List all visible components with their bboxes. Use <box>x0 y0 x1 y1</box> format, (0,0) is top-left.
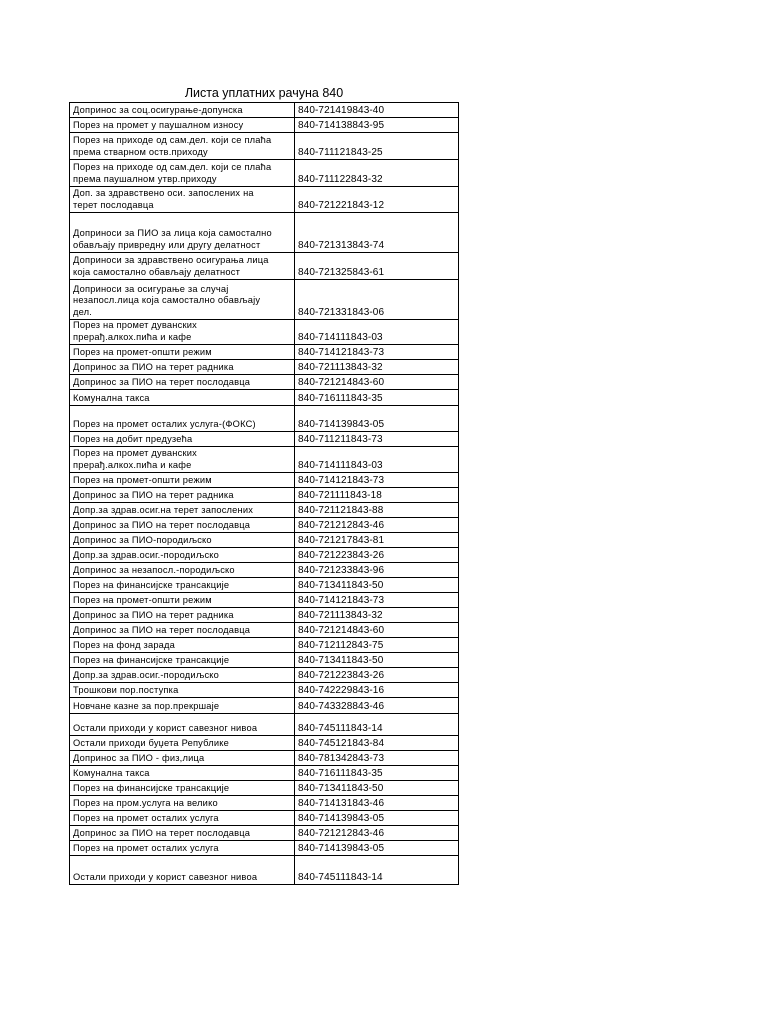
payment-description: Доприноси за осигурање за случај незапосл.лица која самостално обављају дел. <box>70 280 295 320</box>
account-number: 840-743328843-46 <box>295 698 459 714</box>
payment-description: Порез на приходе од сам.дел. који се плаћа према паушалном утвр.приходу <box>70 160 295 187</box>
payment-description: Порез на финансијске трансакције <box>70 578 295 593</box>
table-row <box>70 698 459 714</box>
account-number: 840-721111843-18 <box>295 488 459 503</box>
table-row <box>70 320 459 345</box>
payment-description: Порез на фонд зарада <box>70 638 295 653</box>
table-row <box>70 683 459 698</box>
table-row <box>70 736 459 751</box>
payment-description: Допринос за ПИО - физ,лица <box>70 751 295 766</box>
account-number: 840-711121843-25 <box>295 133 459 160</box>
account-number: 840-721223843-26 <box>295 548 459 563</box>
account-number: 840-716111843-35 <box>295 390 459 406</box>
payment-description: Доп. за здравствено оси. запослених на терет послодавца <box>70 187 295 213</box>
account-number: 840-721212843-46 <box>295 518 459 533</box>
payment-description: Порез на промет осталих услуга <box>70 811 295 826</box>
account-number: 840-721217843-81 <box>295 533 459 548</box>
table-row <box>70 390 459 406</box>
account-number: 840-714121843-73 <box>295 345 459 360</box>
table-row <box>70 360 459 375</box>
payment-description: Порез на промет осталих услуга <box>70 841 295 856</box>
payment-description: Порез на промет у паушалном износу <box>70 118 295 133</box>
account-number: 840-721113843-32 <box>295 360 459 375</box>
table-row <box>70 533 459 548</box>
table-row <box>70 608 459 623</box>
account-number: 840-721214843-60 <box>295 623 459 638</box>
table-row <box>70 781 459 796</box>
payment-description: Порез на промет осталих услуга-(ФОКС) <box>70 406 295 432</box>
table-row <box>70 751 459 766</box>
account-number: 840-721212843-46 <box>295 826 459 841</box>
account-number: 840-711211843-73 <box>295 432 459 447</box>
account-number: 840-721113843-32 <box>295 608 459 623</box>
account-number: 840-714111843-03 <box>295 320 459 345</box>
table-row <box>70 375 459 390</box>
table-row <box>70 593 459 608</box>
table-row <box>70 563 459 578</box>
account-number: 840-721325843-61 <box>295 253 459 280</box>
payment-description: Допринос за ПИО на терет послодавца <box>70 826 295 841</box>
account-table-container <box>69 102 458 885</box>
payment-description: Доприноси за ПИО за лица која самостално обављају привредну или другу делатност <box>70 213 295 253</box>
table-row <box>70 503 459 518</box>
table-row <box>70 133 459 160</box>
table-row <box>70 623 459 638</box>
table-row <box>70 578 459 593</box>
table-row <box>70 280 459 320</box>
account-number: 840-714121843-73 <box>295 473 459 488</box>
table-row <box>70 488 459 503</box>
account-number: 840-712112843-75 <box>295 638 459 653</box>
account-number: 840-714139843-05 <box>295 841 459 856</box>
payment-description: Остали приходи буџета Републике <box>70 736 295 751</box>
account-number: 840-713411843-50 <box>295 578 459 593</box>
payment-description: Допринос за ПИО на терет радника <box>70 488 295 503</box>
payment-description: Допринос за ПИО на терет радника <box>70 360 295 375</box>
account-number: 840-721233843-96 <box>295 563 459 578</box>
account-number: 840-721313843-74 <box>295 213 459 253</box>
payment-description: Трошкови пор.поступка <box>70 683 295 698</box>
table-row <box>70 653 459 668</box>
payment-description: Порез на промет дуванских прерађ.алкох.пића и кафе <box>70 447 295 473</box>
table-row <box>70 345 459 360</box>
account-table <box>69 102 459 885</box>
account-number: 840-714111843-03 <box>295 447 459 473</box>
payment-description: Допринос за ПИО на терет послодавца <box>70 375 295 390</box>
payment-description: Доприноси за здравствено осигурања лица која самостално обављају делатност <box>70 253 295 280</box>
table-row <box>70 103 459 118</box>
table-row <box>70 406 459 432</box>
payment-description: Порез на финансијске трансакције <box>70 781 295 796</box>
table-row <box>70 473 459 488</box>
payment-description: Порез на промет дуванских прерађ.алкох.пића и кафе <box>70 320 295 345</box>
payment-description: Остали приходи у корист савезног нивоа <box>70 856 295 885</box>
account-number: 840-721214843-60 <box>295 375 459 390</box>
table-row <box>70 118 459 133</box>
payment-description: Остали приходи у корист савезног нивоа <box>70 714 295 736</box>
payment-description: Допр.за здрав.осиг.на терет запослених <box>70 503 295 518</box>
account-number: 840-716111843-35 <box>295 766 459 781</box>
table-row <box>70 160 459 187</box>
payment-description: Порез на пром.услуга на велико <box>70 796 295 811</box>
table-row <box>70 811 459 826</box>
table-row <box>70 856 459 885</box>
account-number: 840-721419843-40 <box>295 103 459 118</box>
account-number: 840-721223843-26 <box>295 668 459 683</box>
table-row <box>70 714 459 736</box>
account-number: 840-713411843-50 <box>295 781 459 796</box>
table-row <box>70 638 459 653</box>
table-row <box>70 253 459 280</box>
payment-description: Допр.за здрав.осиг.-породиљско <box>70 668 295 683</box>
table-row <box>70 518 459 533</box>
account-number: 840-711122843-32 <box>295 160 459 187</box>
table-row <box>70 841 459 856</box>
payment-description: Порез на промет-општи режим <box>70 593 295 608</box>
table-row <box>70 766 459 781</box>
account-number: 840-721121843-88 <box>295 503 459 518</box>
payment-description: Допринос за ПИО на терет послодавца <box>70 518 295 533</box>
account-number: 840-742229843-16 <box>295 683 459 698</box>
payment-description: Комунална такса <box>70 390 295 406</box>
table-row <box>70 668 459 683</box>
account-number: 840-714121843-73 <box>295 593 459 608</box>
account-number: 840-714139843-05 <box>295 811 459 826</box>
payment-description: Порез на финансијске трансакције <box>70 653 295 668</box>
payment-description: Допринос за незапосл.-породиљско <box>70 563 295 578</box>
payment-description: Порез на добит предузећа <box>70 432 295 447</box>
payment-description: Допринос за соц.осигурање-допунска <box>70 103 295 118</box>
account-number: 840-745111843-14 <box>295 856 459 885</box>
account-number: 840-714131843-46 <box>295 796 459 811</box>
payment-description: Допринос за ПИО-породиљско <box>70 533 295 548</box>
table-row <box>70 796 459 811</box>
account-table-body <box>70 103 459 885</box>
table-row <box>70 548 459 563</box>
payment-description: Порез на промет-општи режим <box>70 473 295 488</box>
payment-description: Допр.за здрав.осиг.-породиљско <box>70 548 295 563</box>
account-number: 840-781342843-73 <box>295 751 459 766</box>
account-number: 840-714139843-05 <box>295 406 459 432</box>
payment-description: Порез на приходе од сам.дел. који се плаћа према стварном оств.приходу <box>70 133 295 160</box>
document-title: Листа уплатних рачуна 840 <box>184 86 344 100</box>
account-number: 840-713411843-50 <box>295 653 459 668</box>
table-row <box>70 213 459 253</box>
payment-description: Новчане казне за пор.прекршаје <box>70 698 295 714</box>
account-number: 840-721221843-12 <box>295 187 459 213</box>
account-number: 840-745121843-84 <box>295 736 459 751</box>
table-row <box>70 187 459 213</box>
payment-description: Допринос за ПИО на терет радника <box>70 608 295 623</box>
account-number: 840-745111843-14 <box>295 714 459 736</box>
payment-description: Порез на промет-општи режим <box>70 345 295 360</box>
payment-description: Комунална такса <box>70 766 295 781</box>
payment-description: Допринос за ПИО на терет послодавца <box>70 623 295 638</box>
table-row <box>70 447 459 473</box>
table-row <box>70 826 459 841</box>
account-number: 840-714138843-95 <box>295 118 459 133</box>
account-number: 840-721331843-06 <box>295 280 459 320</box>
table-row <box>70 432 459 447</box>
